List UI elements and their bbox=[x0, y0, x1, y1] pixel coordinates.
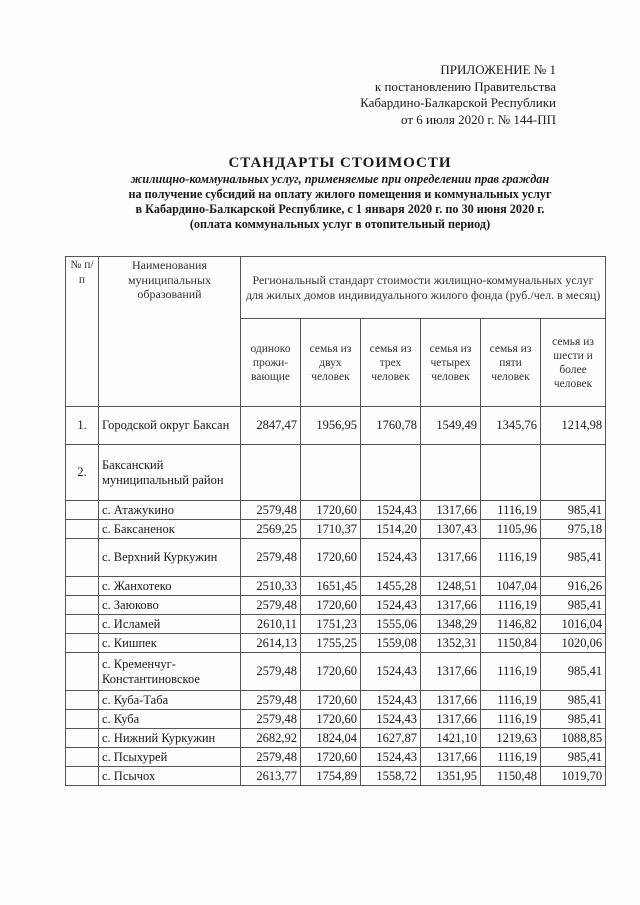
row-value: 1720,60 bbox=[301, 748, 361, 767]
row-value: 1351,95 bbox=[421, 767, 481, 786]
row-value: 1524,43 bbox=[361, 539, 421, 577]
row-value: 1345,76 bbox=[481, 407, 541, 445]
row-value: 1116,19 bbox=[481, 539, 541, 577]
row-value: 1317,66 bbox=[421, 501, 481, 520]
row-value: 1116,19 bbox=[481, 748, 541, 767]
header-municipality: Наименования муниципальных образований bbox=[99, 257, 241, 407]
row-value: 1555,06 bbox=[361, 615, 421, 634]
row-municipality: Баксанский муниципальный район bbox=[99, 445, 241, 501]
row-value: 1720,60 bbox=[301, 501, 361, 520]
row-value: 1755,25 bbox=[301, 634, 361, 653]
row-value: 985,41 bbox=[541, 653, 606, 691]
table-row bbox=[66, 407, 606, 445]
header-col-four: семья из четырех человек bbox=[421, 319, 481, 407]
row-value: 1150,84 bbox=[481, 634, 541, 653]
row-value: 1558,72 bbox=[361, 767, 421, 786]
header-col-single: одиноко прожи-вающие bbox=[241, 319, 301, 407]
row-value: 1651,45 bbox=[301, 577, 361, 596]
table-row bbox=[66, 729, 606, 748]
row-municipality: с. Баксаненок bbox=[99, 520, 241, 539]
row-value: 1524,43 bbox=[361, 710, 421, 729]
row-value: 1146,82 bbox=[481, 615, 541, 634]
row-value: 2847,47 bbox=[241, 407, 301, 445]
row-value: 2579,48 bbox=[241, 596, 301, 615]
table-row bbox=[66, 596, 606, 615]
row-municipality: Городской округ Баксан bbox=[99, 407, 241, 445]
table-row bbox=[66, 691, 606, 710]
standards-table bbox=[65, 256, 606, 786]
row-value: 1219,63 bbox=[481, 729, 541, 748]
row-value: 1524,43 bbox=[361, 691, 421, 710]
row-municipality: с. Куба bbox=[99, 710, 241, 729]
row-value: 985,41 bbox=[541, 748, 606, 767]
row-municipality: с. Жанхотеко bbox=[99, 577, 241, 596]
appendix-label: ПРИЛОЖЕНИЕ № 1 bbox=[440, 62, 556, 77]
row-value: 1421,10 bbox=[421, 729, 481, 748]
row-value: 1317,66 bbox=[421, 691, 481, 710]
row-municipality: с. Кишпек bbox=[99, 634, 241, 653]
subtitle-line-4: (оплата коммунальных услуг в отопительный период) bbox=[189, 217, 491, 231]
row-value: 2614,13 bbox=[241, 634, 301, 653]
row-number bbox=[66, 653, 99, 691]
table-row bbox=[66, 710, 606, 729]
table-row bbox=[66, 767, 606, 786]
header-regional-standard: Региональный стандарт стоимости жилищно-коммунальных услуг для жилых домов индивидуального жилого фонда (руб./чел. в месяц) bbox=[241, 257, 606, 319]
row-value: 1751,23 bbox=[301, 615, 361, 634]
subtitle-line-3: в Кабардино-Балкарской Республике, с 1 января 2020 г. по 30 июня 2020 г. bbox=[135, 202, 545, 216]
row-value: 1352,31 bbox=[421, 634, 481, 653]
header-col-two: семья из двух человек bbox=[301, 319, 361, 407]
row-value: 1116,19 bbox=[481, 501, 541, 520]
row-value: 1710,37 bbox=[301, 520, 361, 539]
row-number bbox=[66, 577, 99, 596]
row-value: 1549,49 bbox=[421, 407, 481, 445]
table-row bbox=[66, 748, 606, 767]
header-number: № п/п bbox=[66, 257, 99, 407]
row-value: 1116,19 bbox=[481, 710, 541, 729]
row-value bbox=[241, 445, 301, 501]
row-value: 2579,48 bbox=[241, 691, 301, 710]
row-value: 1524,43 bbox=[361, 596, 421, 615]
title-block bbox=[60, 154, 620, 232]
row-value: 1348,29 bbox=[421, 615, 481, 634]
row-municipality: с. Заюково bbox=[99, 596, 241, 615]
row-value bbox=[301, 445, 361, 501]
row-value: 1116,19 bbox=[481, 691, 541, 710]
appendix-header bbox=[306, 62, 556, 128]
row-value: 1455,28 bbox=[361, 577, 421, 596]
row-value: 1524,43 bbox=[361, 748, 421, 767]
row-municipality: с. Кременчуг-Константиновское bbox=[99, 653, 241, 691]
row-value: 1016,04 bbox=[541, 615, 606, 634]
appendix-decree: к постановлению Правительства bbox=[374, 78, 556, 94]
row-value: 2569,25 bbox=[241, 520, 301, 539]
appendix-date: от 6 июля 2020 г. № 144-ПП bbox=[401, 111, 556, 127]
row-value: 985,41 bbox=[541, 501, 606, 520]
row-value: 1824,04 bbox=[301, 729, 361, 748]
row-value: 2579,48 bbox=[241, 539, 301, 577]
table-row bbox=[66, 634, 606, 653]
row-value: 1720,60 bbox=[301, 691, 361, 710]
row-value: 985,41 bbox=[541, 710, 606, 729]
row-number bbox=[66, 729, 99, 748]
row-value: 2579,48 bbox=[241, 653, 301, 691]
row-value: 1088,85 bbox=[541, 729, 606, 748]
table-row bbox=[66, 501, 606, 520]
subtitle-line-1: жилищно-коммунальных услуг, применяемые при определении прав граждан bbox=[130, 172, 550, 186]
table-row bbox=[66, 520, 606, 539]
row-number bbox=[66, 539, 99, 577]
row-number: 2. bbox=[66, 445, 99, 501]
row-value: 916,26 bbox=[541, 577, 606, 596]
row-number bbox=[66, 691, 99, 710]
row-value: 1720,60 bbox=[301, 596, 361, 615]
row-value: 1307,43 bbox=[421, 520, 481, 539]
row-municipality: с. Псыхурей bbox=[99, 748, 241, 767]
row-value: 1720,60 bbox=[301, 653, 361, 691]
row-value: 1019,70 bbox=[541, 767, 606, 786]
row-number bbox=[66, 767, 99, 786]
row-value: 1760,78 bbox=[361, 407, 421, 445]
header-col-three: семья из трех человек bbox=[361, 319, 421, 407]
row-value: 1317,66 bbox=[421, 653, 481, 691]
row-value: 1150,48 bbox=[481, 767, 541, 786]
row-value: 2613,77 bbox=[241, 767, 301, 786]
row-number bbox=[66, 520, 99, 539]
row-value: 1020,06 bbox=[541, 634, 606, 653]
row-number: 1. bbox=[66, 407, 99, 445]
row-value: 2510,33 bbox=[241, 577, 301, 596]
row-value: 1317,66 bbox=[421, 748, 481, 767]
row-value: 975,18 bbox=[541, 520, 606, 539]
row-municipality: с. Куба-Таба bbox=[99, 691, 241, 710]
row-value: 1514,20 bbox=[361, 520, 421, 539]
row-municipality: с. Верхний Куркужин bbox=[99, 539, 241, 577]
row-value: 1317,66 bbox=[421, 710, 481, 729]
row-municipality: с. Исламей bbox=[99, 615, 241, 634]
row-value bbox=[541, 445, 606, 501]
row-value: 2610,11 bbox=[241, 615, 301, 634]
row-value: 2682,92 bbox=[241, 729, 301, 748]
row-value: 1317,66 bbox=[421, 596, 481, 615]
table-row bbox=[66, 653, 606, 691]
row-value: 1956,95 bbox=[301, 407, 361, 445]
header-col-six-plus: семья из шести и более человек bbox=[541, 319, 606, 407]
row-value bbox=[421, 445, 481, 501]
row-number bbox=[66, 501, 99, 520]
row-number bbox=[66, 615, 99, 634]
row-value: 1720,60 bbox=[301, 710, 361, 729]
subtitle-line-2: на получение субсидий на оплату жилого помещения и коммунальных услуг bbox=[128, 187, 552, 201]
row-value bbox=[361, 445, 421, 501]
row-number bbox=[66, 634, 99, 653]
row-value: 1524,43 bbox=[361, 501, 421, 520]
header-col-five: семья из пяти человек bbox=[481, 319, 541, 407]
row-municipality: с. Нижний Куркужин bbox=[99, 729, 241, 748]
row-value: 1248,51 bbox=[421, 577, 481, 596]
row-value: 985,41 bbox=[541, 691, 606, 710]
row-number bbox=[66, 710, 99, 729]
row-value: 1105,96 bbox=[481, 520, 541, 539]
table-body bbox=[66, 407, 606, 786]
row-value: 2579,48 bbox=[241, 710, 301, 729]
row-value: 2579,48 bbox=[241, 501, 301, 520]
row-value: 1559,08 bbox=[361, 634, 421, 653]
row-value: 1720,60 bbox=[301, 539, 361, 577]
table-row bbox=[66, 577, 606, 596]
row-value: 1524,43 bbox=[361, 653, 421, 691]
table-row bbox=[66, 615, 606, 634]
row-number bbox=[66, 596, 99, 615]
row-number bbox=[66, 748, 99, 767]
row-value: 985,41 bbox=[541, 596, 606, 615]
row-value: 1116,19 bbox=[481, 596, 541, 615]
row-value: 1214,98 bbox=[541, 407, 606, 445]
row-value: 2579,48 bbox=[241, 748, 301, 767]
table-row bbox=[66, 445, 606, 501]
row-value: 1754,89 bbox=[301, 767, 361, 786]
row-value: 1047,04 bbox=[481, 577, 541, 596]
row-municipality: с. Атажукино bbox=[99, 501, 241, 520]
table-row bbox=[66, 539, 606, 577]
row-value: 1317,66 bbox=[421, 539, 481, 577]
row-value bbox=[481, 445, 541, 501]
row-value: 1627,87 bbox=[361, 729, 421, 748]
appendix-republic: Кабардино-Балкарской Республики bbox=[360, 95, 556, 110]
row-value: 985,41 bbox=[541, 539, 606, 577]
row-value: 1116,19 bbox=[481, 653, 541, 691]
row-municipality: с. Псычох bbox=[99, 767, 241, 786]
document-title: СТАНДАРТЫ СТОИМОСТИ bbox=[228, 155, 452, 171]
